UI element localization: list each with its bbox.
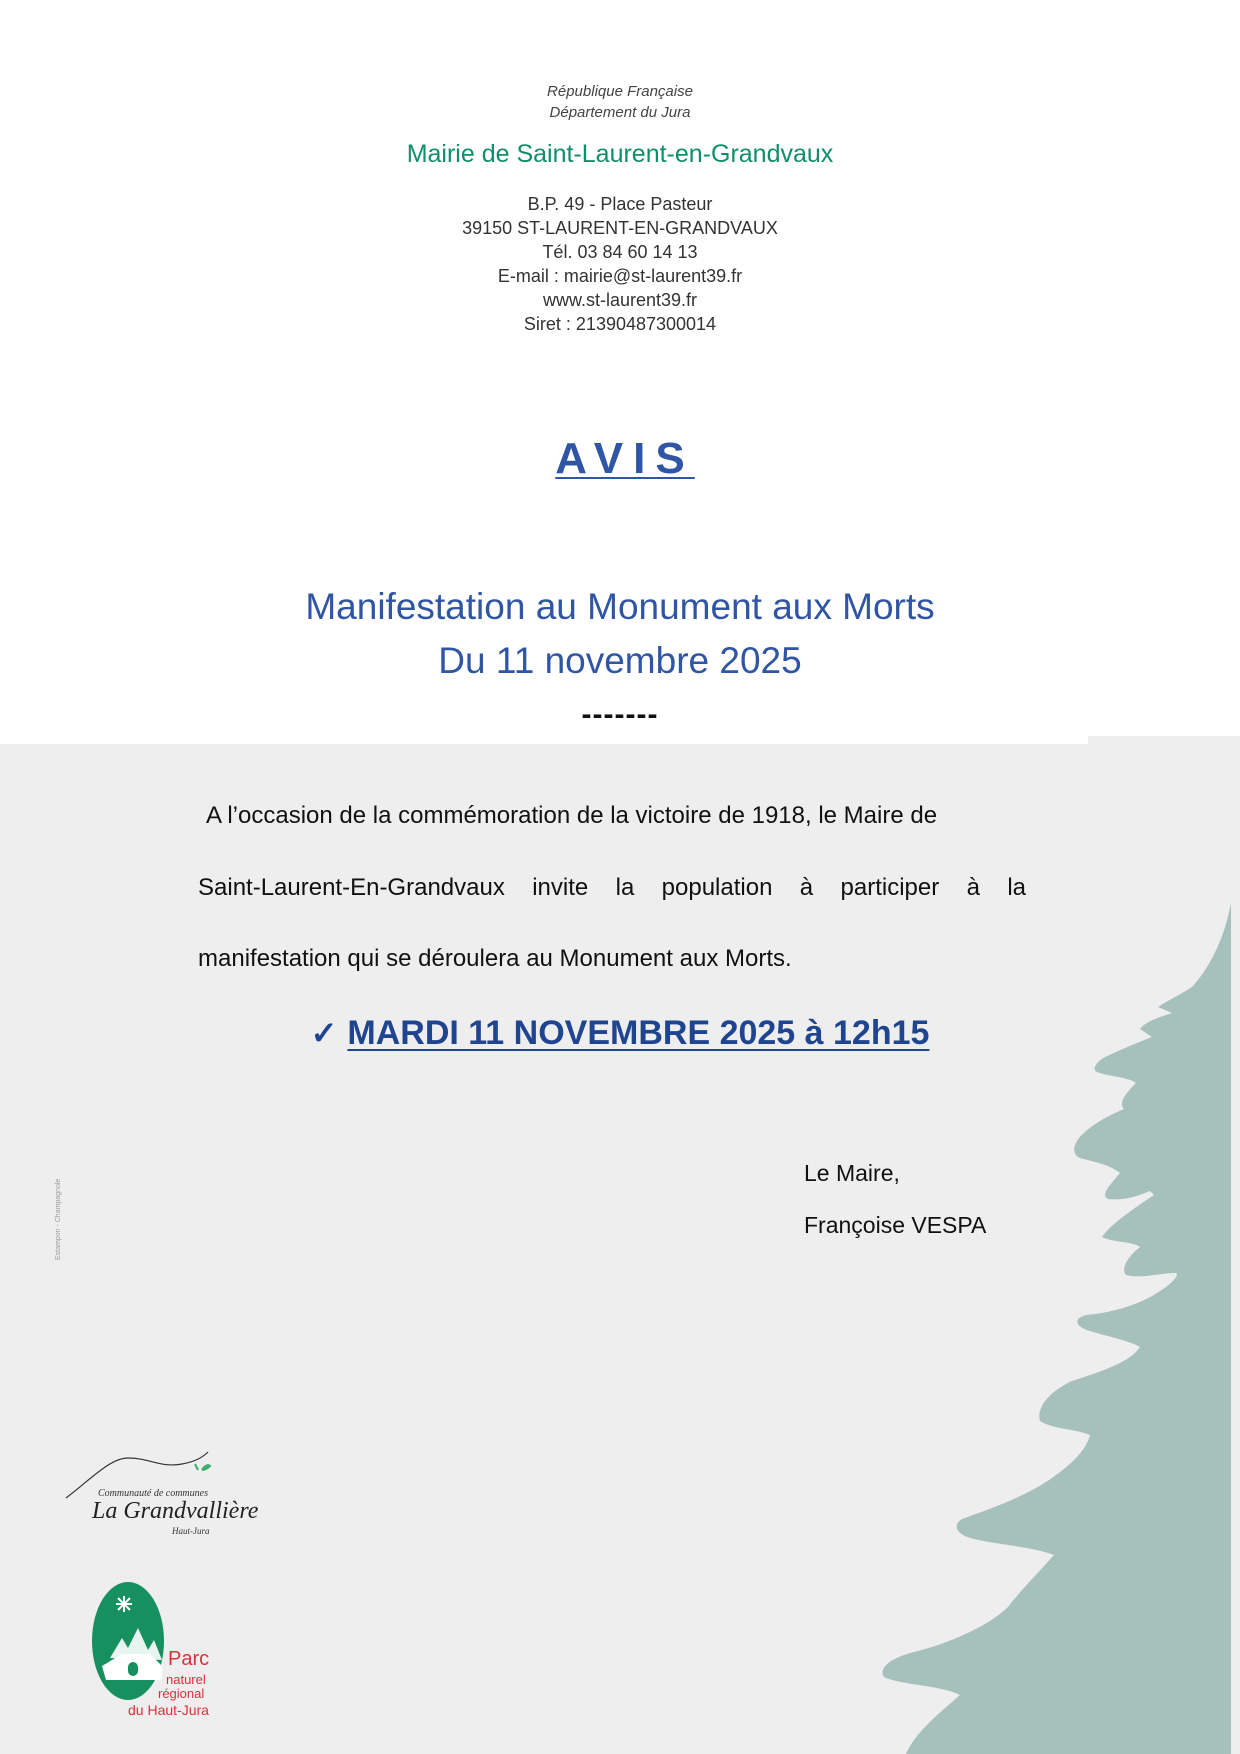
letterhead-departement: Département du Jura [549,104,691,121]
checkmark-icon: ✓ [310,1015,338,1051]
body-paragraph-line: manifestation qui se déroulera au Monument aux Morts. [198,945,792,972]
signature-name: Françoise VESPA [804,1212,987,1238]
letterhead-republique: République Française [547,83,693,100]
notice-subtitle: Manifestation au Monument aux Morts [305,586,935,627]
parc-text-line3: régional [158,1686,205,1701]
grandvalliere-line1: Communauté de communes [98,1488,208,1499]
signature-role: Le Maire, [804,1160,900,1186]
printer-credit: Estampon - Champagnole [55,1178,62,1260]
parc-haut-jura-logo [84,1578,224,1728]
body-paragraph-line: A l’occasion de la commémoration de la victoire de 1918, le Maire de [206,802,938,829]
parc-text-line2: naturel [166,1672,206,1687]
grandvalliere-logo [60,1450,270,1540]
parc-text-line1: Parc [168,1648,210,1670]
letterhead-phone: Tél. 03 84 60 14 13 [542,242,698,262]
event-date-line [0,1014,1240,1053]
letterhead-address-line: 39150 ST-LAURENT-EN-GRANDVAUX [462,218,778,238]
letterhead-siret: Siret : 21390487300014 [523,314,717,334]
parc-text-line4: du Haut-Jura [128,1702,209,1718]
letterhead-website: www.st-laurent39.fr [542,290,698,310]
notice-title [0,434,1240,484]
notice-title-text: AVIS [555,434,695,483]
letterhead-mairie-name: Mairie de Saint-Laurent-en-Grandvaux [406,140,834,168]
body-paragraph-line: Saint-Laurent-En-Grandvaux invite la population à participer à la [198,874,1026,901]
grandvalliere-name: La Grandvallière [92,1498,259,1524]
letterhead-email: E-mail : mairie@st-laurent39.fr [497,266,743,286]
grandvalliere-region: Haut-Jura [172,1526,210,1536]
letterhead-address-line: B.P. 49 - Place Pasteur [527,194,713,214]
notice-subtitle-date: Du 11 novembre 2025 [438,640,802,681]
event-date-time: MARDI 11 NOVEMBRE 2025 à 12h15 [347,1014,930,1052]
separator: ------- [581,698,659,731]
